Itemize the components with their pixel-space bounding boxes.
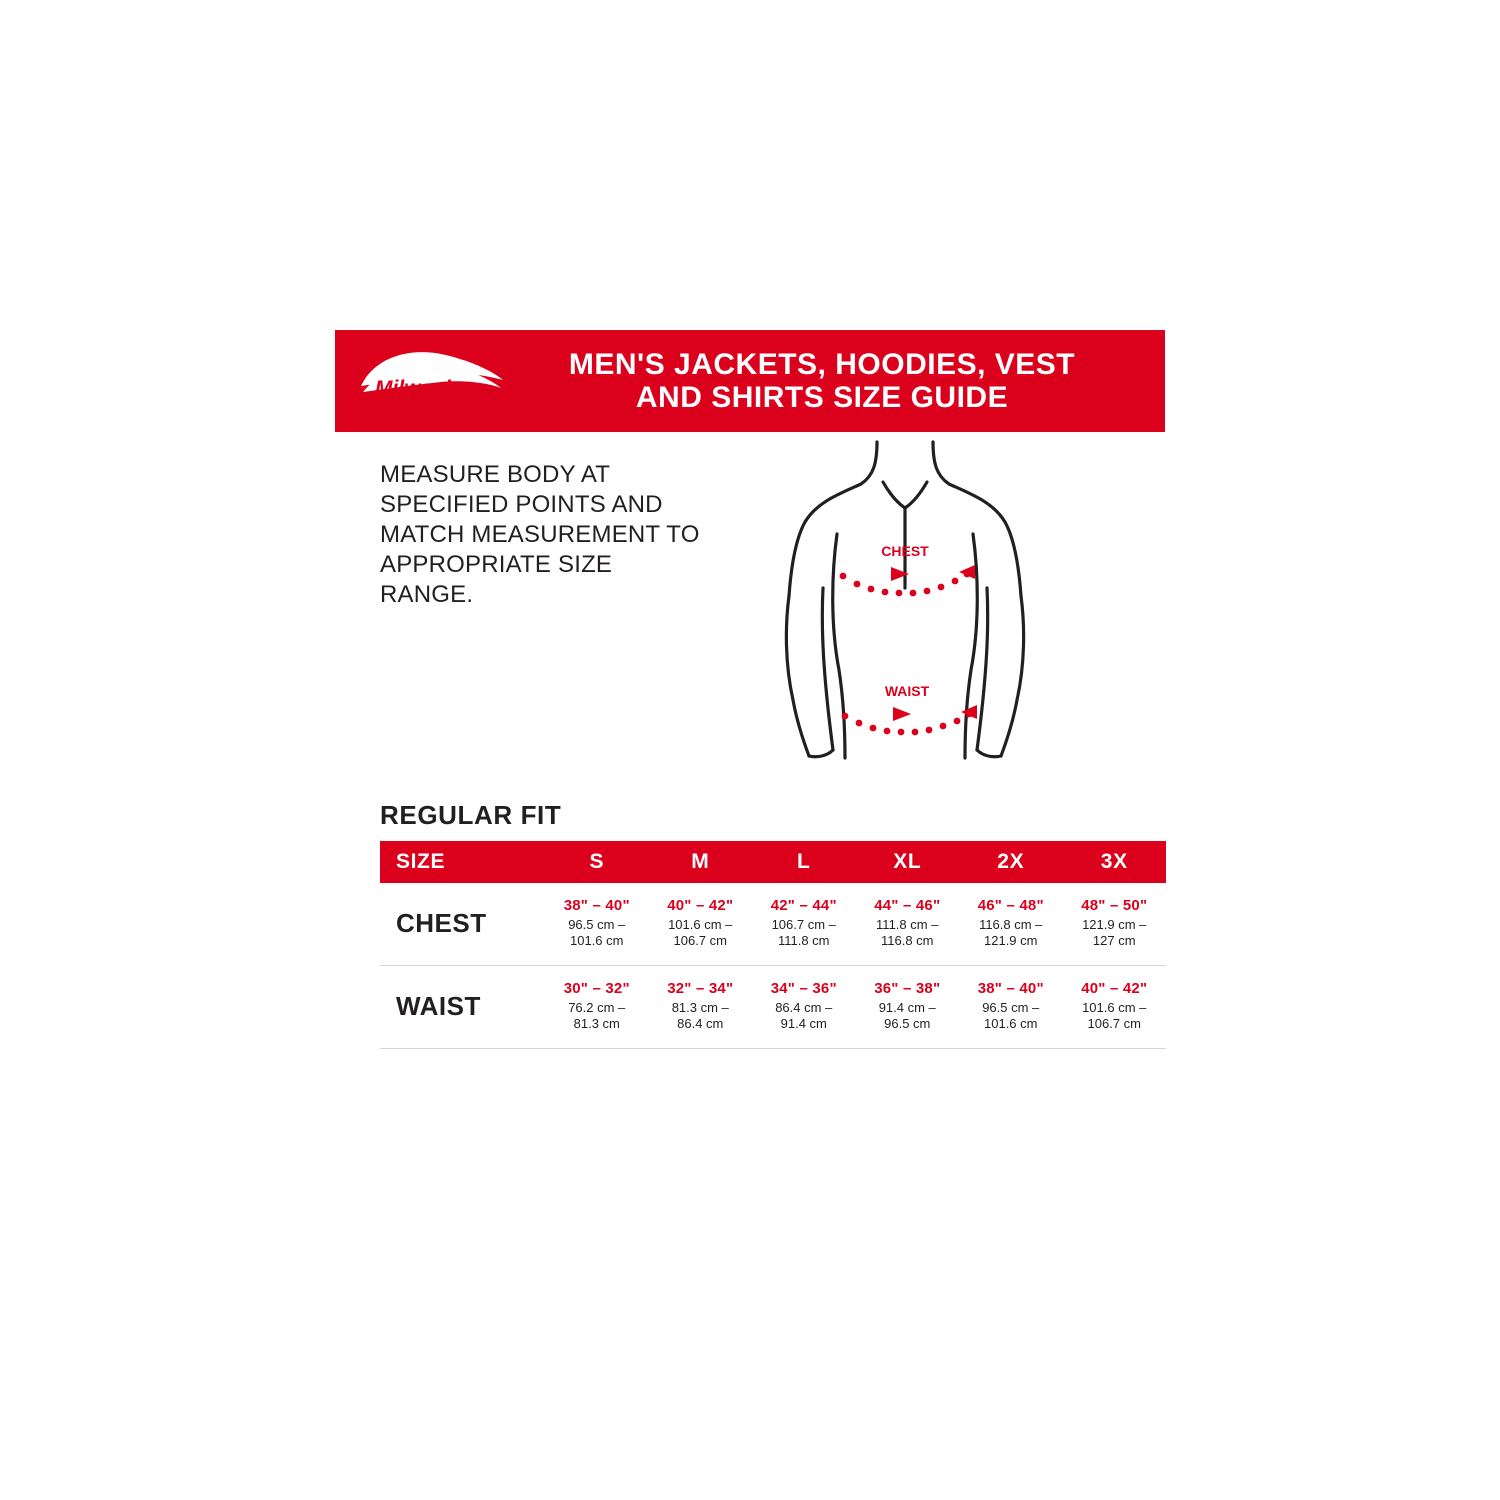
cell-inches: 48" – 50" — [1081, 897, 1148, 914]
banner-title-line-1: MEN'S JACKETS, HOODIES, VEST — [568, 348, 1076, 381]
row-label-waist: WAIST — [380, 966, 545, 1049]
cell-inches: 46" – 48" — [977, 897, 1044, 914]
cell-cm: 91.4 cm – 96.5 cm — [878, 1000, 936, 1031]
header-cell-s: S — [545, 841, 649, 883]
table-row — [380, 966, 1166, 1049]
cell-waist-l — [752, 966, 856, 1049]
size-table-header-row — [380, 841, 1166, 883]
cell-inches: 38" – 40" — [977, 980, 1044, 997]
svg-text:Milwaukee: Milwaukee — [375, 377, 481, 400]
table-row — [380, 883, 1166, 966]
cell-chest-3x — [1063, 883, 1167, 966]
banner-title-line-2: AND SHIRTS SIZE GUIDE — [635, 381, 1009, 414]
cell-cm: 81.3 cm – 86.4 cm — [671, 1000, 729, 1031]
cell-inches: 32" – 34" — [667, 980, 734, 997]
cell-inches: 42" – 44" — [770, 897, 837, 914]
cell-chest-m — [649, 883, 753, 966]
size-table — [380, 841, 1166, 1049]
cell-inches: 36" – 38" — [874, 980, 941, 997]
size-guide-sheet — [335, 330, 1165, 1049]
cell-cm: 101.6 cm – 106.7 cm — [668, 917, 733, 948]
cell-cm: 121.9 cm – 127 cm — [1082, 917, 1147, 948]
header-cell-xl: XL — [856, 841, 960, 883]
intro-text: MEASURE BODY AT SPECIFIED POINTS AND MATCH MEASUREMENT TO APPROPRIATE SIZE RANGE. — [380, 461, 700, 608]
cell-chest-2x — [959, 883, 1063, 966]
cell-waist-3x — [1063, 966, 1167, 1049]
intro-and-figure — [335, 432, 1165, 792]
cell-cm: 76.2 cm – 81.3 cm — [568, 1000, 626, 1031]
body-measurement-figure — [765, 438, 1045, 788]
header-cell-2x: 2X — [959, 841, 1063, 883]
cell-waist-s — [545, 966, 649, 1049]
cell-cm: 116.8 cm – 121.9 cm — [979, 917, 1043, 948]
cell-chest-s — [545, 883, 649, 966]
chest-figure-label: CHEST — [881, 543, 929, 559]
cell-waist-2x — [959, 966, 1063, 1049]
header-cell-l: L — [752, 841, 856, 883]
waist-figure-label: WAIST — [884, 683, 930, 699]
milwaukee-logo — [357, 350, 507, 412]
cell-inches: 30" – 32" — [563, 980, 630, 997]
cell-cm: 96.5 cm – 101.6 cm — [982, 1000, 1040, 1031]
cell-cm: 101.6 cm – 106.7 cm — [1082, 1000, 1147, 1031]
banner-title — [507, 348, 1165, 414]
cell-cm: 86.4 cm – 91.4 cm — [775, 1000, 833, 1031]
fit-title: REGULAR FIT — [380, 800, 562, 830]
header-cell-size: SIZE — [380, 841, 545, 883]
cell-inches: 34" – 36" — [770, 980, 837, 997]
cell-cm: 111.8 cm – 116.8 cm — [876, 917, 939, 948]
header-cell-m: M — [649, 841, 753, 883]
cell-inches: 38" – 40" — [563, 897, 630, 914]
header-banner — [335, 330, 1165, 432]
cell-inches: 44" – 46" — [874, 897, 941, 914]
cell-waist-xl — [856, 966, 960, 1049]
cell-chest-xl — [856, 883, 960, 966]
row-label-chest: CHEST — [380, 883, 545, 966]
cell-waist-m — [649, 966, 753, 1049]
cell-inches: 40" – 42" — [1081, 980, 1148, 997]
cell-inches: 40" – 42" — [667, 897, 734, 914]
cell-cm: 106.7 cm – 111.8 cm — [771, 917, 836, 948]
cell-chest-l — [752, 883, 856, 966]
cell-cm: 96.5 cm – 101.6 cm — [568, 917, 626, 948]
header-cell-3x: 3X — [1063, 841, 1167, 883]
